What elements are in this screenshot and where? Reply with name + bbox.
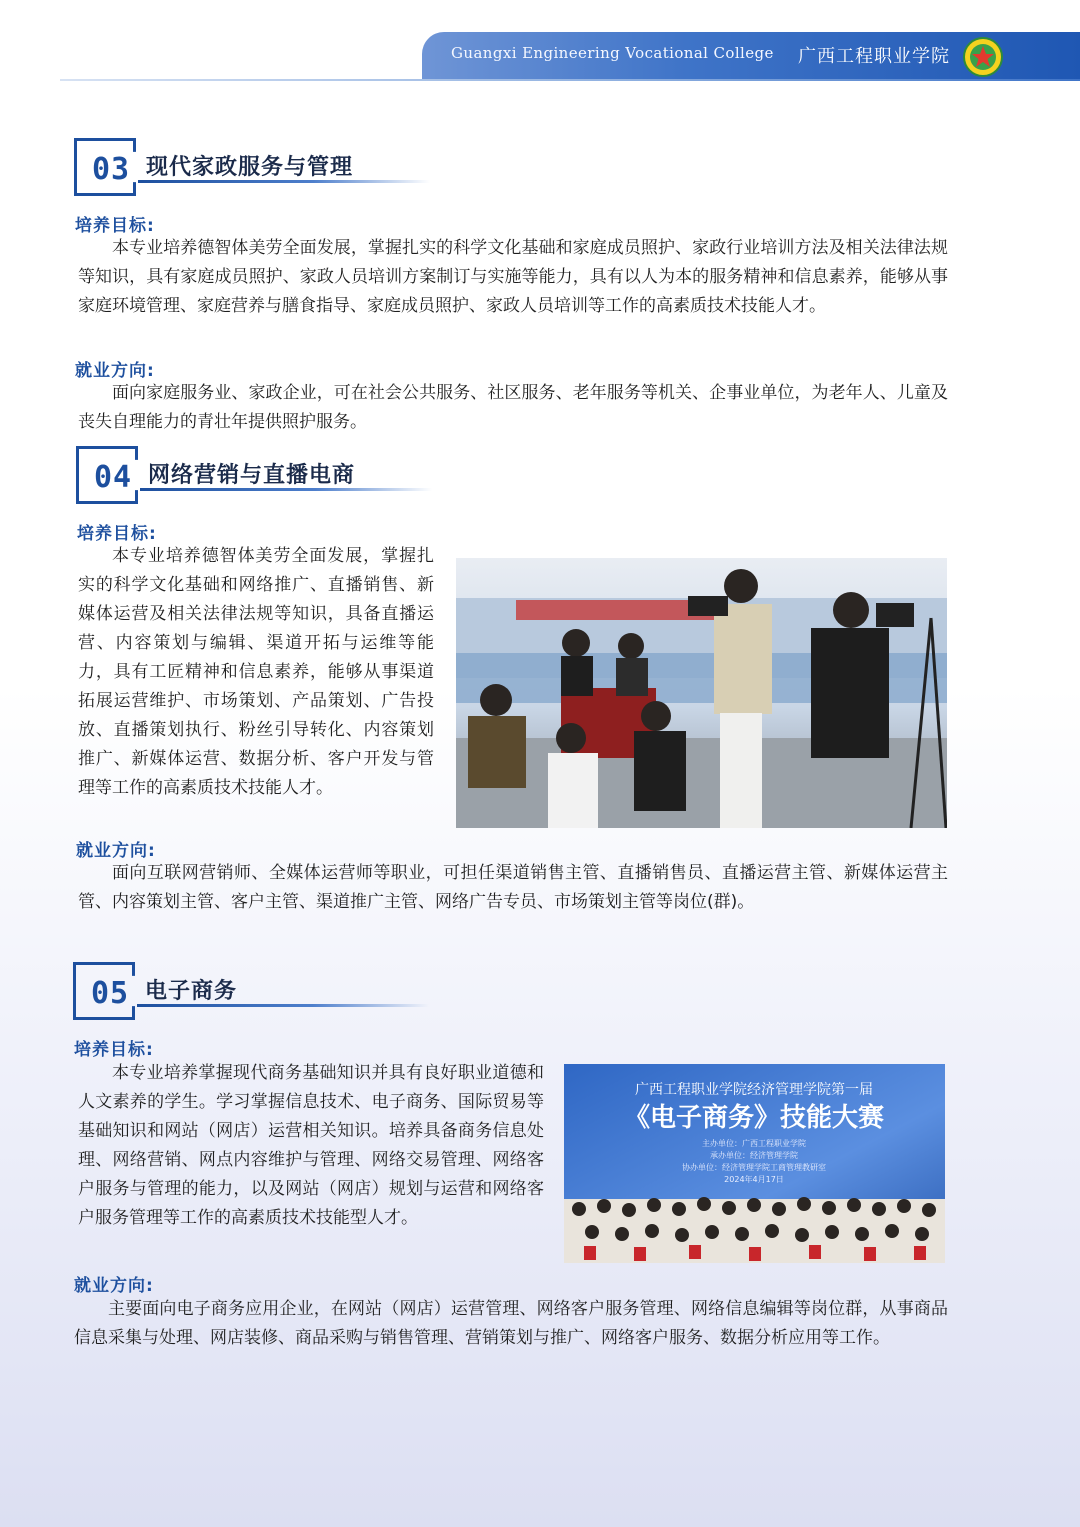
- goal-label: 培养目标:: [74, 1040, 154, 1060]
- section-05-heading: [73, 962, 453, 1026]
- college-name-en: Guangxi Engineering Vocational College: [451, 44, 774, 62]
- job-text: 主要面向电子商务应用企业，在网站（网店）运营管理、网络客户服务管理、网络信息编辑等岗位群，从事商品信息采集与处理、网店装修、商品采购与销售管理、营销策划与推广、网络客户服务、数据分析应用等工作。: [74, 1299, 948, 1348]
- goal-label: 培养目标:: [77, 524, 157, 544]
- section-rule: [137, 1004, 429, 1007]
- job-text: 面向互联网营销师、全媒体运营师等职业，可担任渠道销售主管、直播销售员、直播运营主管、新媒体运营主管、内容策划主管、客户主管、渠道推广主管、网络广告专员、市场策划主管等岗位(群)。: [78, 863, 948, 912]
- section-number: 03: [92, 152, 131, 187]
- banner-co: 协办单位：经济管理学院工商管理教研室: [682, 1163, 826, 1172]
- section-number: 05: [91, 976, 130, 1011]
- section-title: 现代家政服务与管理: [146, 154, 354, 180]
- job-label: 就业方向:: [74, 1276, 154, 1296]
- section-rule: [140, 488, 432, 491]
- job-text: 面向家庭服务业、家政企业，可在社会公共服务、社区服务、老年服务等机关、企事业单位，为老年人、儿童及丧失自理能力的青壮年提供照护服务。: [78, 383, 948, 432]
- job-label: 就业方向:: [75, 361, 155, 381]
- banner-organizer: 承办单位：经济管理学院: [710, 1151, 798, 1160]
- goal-text: 本专业培养德智体美劳全面发展，掌握扎实的科学文化基础和网络推广、直播销售、新媒体运营及相关法律法规等知识，具备直播运营、内容策划与编辑、渠道开拓与运维等能力，具有工匠精神和信息素养，能够从事渠道拓展运营维护、市场策划、产品策划、广告投放、直播策划执行、粉丝引导转化、内容策划推广、新媒体运营、数据分析、客户开发与管理等工作的高素质技术技能人才。: [78, 546, 434, 798]
- section-04-heading: [76, 446, 456, 510]
- banner-line1: 广西工程职业学院经济管理学院第一届: [635, 1082, 873, 1098]
- banner-line2: 《电子商务》技能大赛: [623, 1103, 885, 1133]
- section-title: 电子商务: [145, 978, 238, 1004]
- goal-label: 培养目标:: [75, 216, 155, 236]
- goal-text: 本专业培养掌握现代商务基础知识并具有良好职业道德和人文素养的学生。学习掌握信息技术、电子商务、国际贸易等基础知识和网站（网店）运营相关知识。培养具备商务信息处理、网络营销、网点内容维护与管理、网络交易管理、网络客户服务与管理的能力，以及网站（网店）规划与运营和网络客户服务管理等工作的高素质技术技能型人才。: [78, 1063, 544, 1228]
- college-name-cn: 广西工程职业学院: [798, 46, 950, 67]
- job-label: 就业方向:: [76, 841, 156, 861]
- banner-date: 2024年4月17日: [724, 1175, 784, 1184]
- goal-text: 本专业培养德智体美劳全面发展，掌握扎实的科学文化基础和家庭成员照护、家政行业培训方法及相关法律法规等知识，具有家庭成员照护、家政人员培训方案制订与实施等能力，具有以人为本的服务精神和信息素养，能够从事家庭环境管理、家庭营养与膳食指导、家庭成员照护、家政人员培训等工作的高素质技术技能人才。: [78, 238, 948, 316]
- section-03-heading: [74, 138, 454, 202]
- livestream-class-photo: [456, 558, 947, 828]
- header-divider: [60, 79, 1080, 81]
- banner-host: 主办单位：广西工程职业学院: [702, 1139, 806, 1148]
- section-number: 04: [94, 460, 133, 495]
- college-logo-icon: [963, 37, 1003, 77]
- section-rule: [138, 180, 430, 183]
- section-title: 网络营销与直播电商: [148, 462, 356, 488]
- ecommerce-contest-photo: [564, 1064, 945, 1263]
